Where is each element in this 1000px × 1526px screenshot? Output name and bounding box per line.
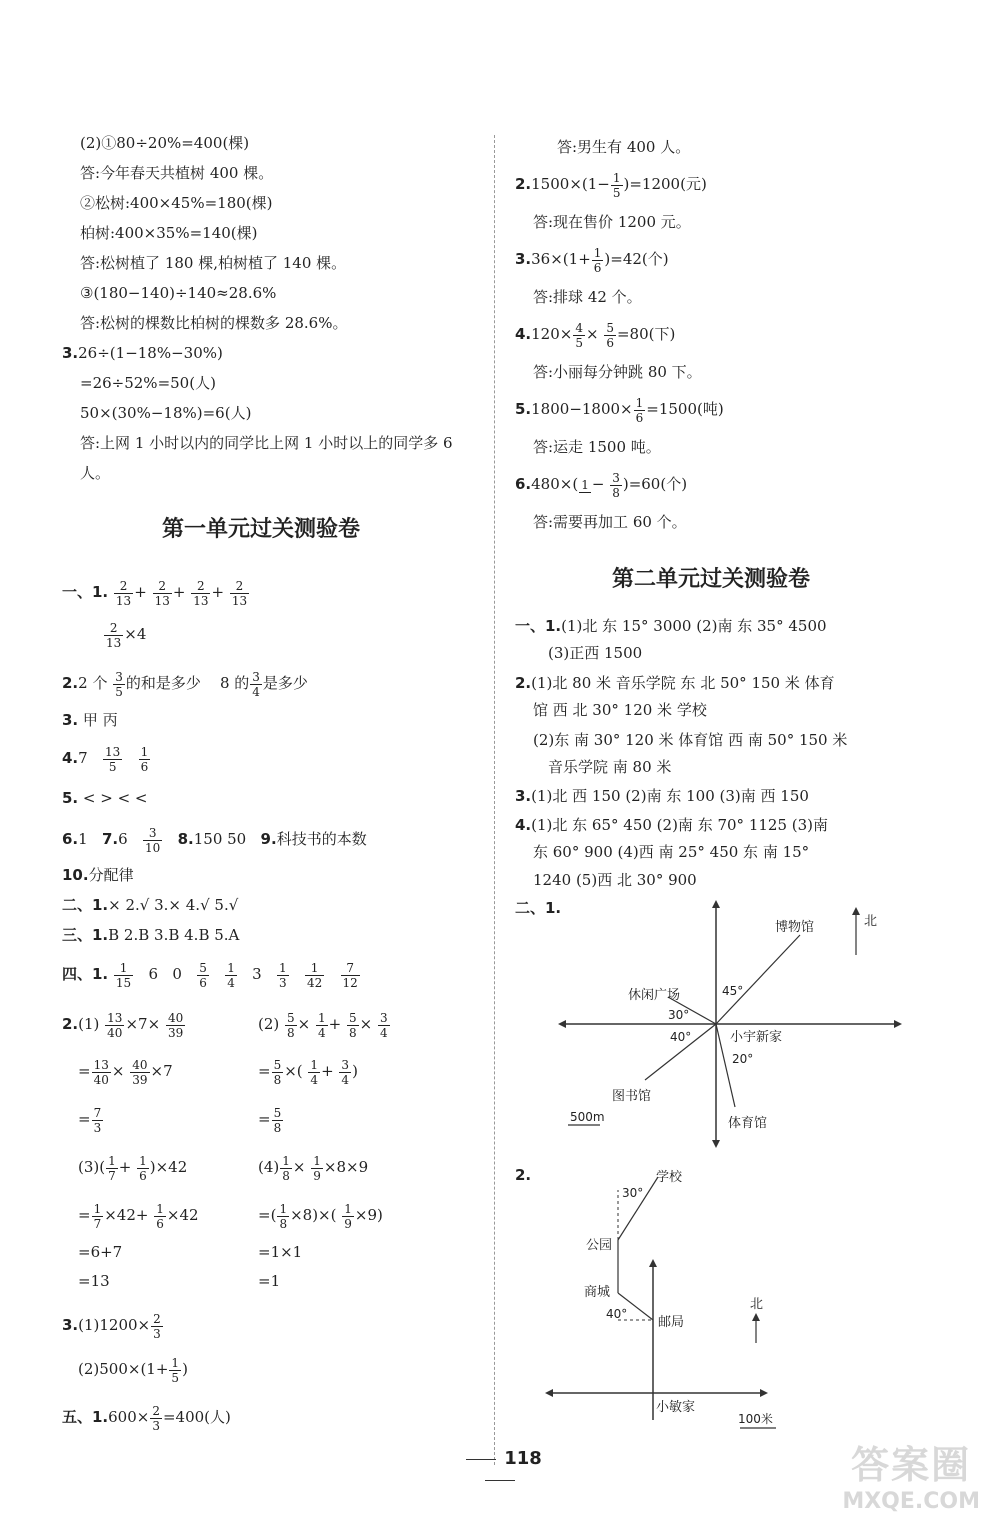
answer-line: 四、1. $\frac{1}{15}$ 6 0 $\frac{5}{6}$ $\frac{1}{4}$ 3 $\frac{1}{3}$ $\frac{1}{42}$ $\frac{7}{12}$	[62, 960, 358, 990]
gym-label: 体育馆	[728, 1116, 768, 1131]
watermark-logo: 答案圈 MXQE.COM	[842, 1443, 980, 1514]
text-line: 答:运走 1500 吨。	[533, 438, 661, 456]
text-line: 3.36×(1+ $\frac{1}{6}$ )=42(个)	[515, 245, 669, 275]
answer-line: = $\frac{5}{8}$ ×( $\frac{1}{4}$ + $\frac{3}{4}$ )	[258, 1057, 358, 1087]
answer-line: = $\frac{7}{3}$	[78, 1105, 102, 1135]
unit1-title: 第一单元过关测验卷	[162, 517, 361, 542]
answer-line: 1240 (5)西 北 30° 900	[533, 871, 697, 889]
answer-line: = $\frac{5}{8}$	[258, 1105, 282, 1135]
text-line: 答:男生有 400 人。	[557, 138, 691, 156]
text-line: 4.120× $\frac{4}{5}$ × $\frac{5}{6}$ =80(下)	[515, 320, 676, 350]
text-line: 50×(30%−18%)=6(人)	[80, 404, 252, 422]
text-line: 3.26÷(1−18%−30%)	[62, 344, 223, 362]
post-office-label: 邮局	[658, 1315, 685, 1330]
page-number: 118	[440, 1448, 560, 1490]
answer-line: =6+7	[78, 1243, 123, 1261]
school-label: 学校	[656, 1170, 683, 1185]
park-label: 公园	[586, 1238, 613, 1253]
column-divider	[494, 135, 495, 1465]
answer-line: (2) $\frac{5}{8}$ × $\frac{1}{4}$ + $\frac{5}{8}$ × $\frac{3}{4}$	[258, 1010, 388, 1040]
text-line: 答:需要再加工 60 个。	[533, 513, 687, 531]
answer-line: (3)( $\frac{1}{7}$ + $\frac{1}{6}$ )×42	[78, 1153, 188, 1183]
text-line: (2)①80÷20%=400(棵)	[80, 134, 250, 152]
answer-line: (2)东 南 30° 120 米 体育馆 西 南 50° 150 米	[533, 731, 848, 749]
answer-line: 音乐学院 南 80 米	[548, 758, 672, 776]
answer-line: 2.(1)北 80 米 音乐学院 东 北 50° 150 米 体育	[515, 674, 835, 692]
mall-label: 商城	[584, 1285, 611, 1300]
answer-line: 2.(1) $\frac{13}{40}$ ×7× $\frac{40}{39}$	[62, 1010, 184, 1040]
text-line: 答:排球 42 个。	[533, 288, 642, 306]
answer-line: 3.(1)北 西 150 (2)南 东 100 (3)南 西 150	[515, 787, 809, 805]
answer-line: 5. < > < <	[62, 789, 148, 807]
scale-label: 100米	[738, 1412, 773, 1426]
answer-line: =( $\frac{1}{8}$ ×8)×( $\frac{1}{9}$ ×9)	[258, 1201, 383, 1231]
answer-line: = $\frac{1}{7}$ ×42+ $\frac{1}{6}$ ×42	[78, 1201, 199, 1231]
answer-line: (2)500×(1+ $\frac{1}{5}$ )	[78, 1355, 188, 1385]
text-line: 5.1800−1800× $\frac{1}{6}$ =1500(吨)	[515, 395, 724, 425]
home-label: 小宇新家	[730, 1030, 783, 1045]
answer-line: (4) $\frac{1}{8}$ × $\frac{1}{9}$ ×8×9	[258, 1153, 369, 1183]
answer-line: =1	[258, 1272, 281, 1290]
answer-line: =1×1	[258, 1243, 303, 1261]
answer-line: 10.分配律	[62, 866, 134, 884]
text-line: ②松树:400×45%=180(棵)	[80, 194, 273, 212]
text-line: 答:小丽每分钟跳 80 下。	[533, 363, 702, 381]
museum-label: 博物馆	[775, 920, 815, 935]
direction-map-2	[540, 1165, 800, 1440]
text-line: 2.1500×(1− $\frac{1}{5}$ )=1200(元)	[515, 170, 707, 200]
home-label: 小敏家	[656, 1400, 696, 1415]
answer-line: 6.1 7.6 $\frac{3}{10}$ 8.150 50 9.科技书的本数	[62, 825, 367, 855]
text-line: =26÷52%=50(人)	[80, 374, 216, 392]
library-label: 图书馆	[612, 1089, 652, 1104]
text-line: 答:松树的棵数比柏树的棵数多 28.6%。	[80, 314, 348, 332]
plaza-label: 休闲广场	[628, 988, 681, 1003]
north-label: 北	[864, 914, 878, 929]
angle-label: 40°	[606, 1307, 628, 1321]
answer-line: 3.(1)1200× $\frac{2}{3}$	[62, 1311, 161, 1341]
answer-line: 五、1.600× $\frac{2}{3}$ =400(人)	[62, 1403, 231, 1433]
angle-label: 30°	[622, 1186, 644, 1200]
text-line: 答:松树植了 180 棵,柏树植了 140 棵。	[80, 254, 347, 272]
answer-line: 4.7 $\frac{13}{5}$ $\frac{1}{6}$	[62, 744, 149, 774]
scale-label: 500m	[570, 1110, 605, 1124]
angle-label: 30°	[668, 1008, 690, 1022]
answer-line: $\frac{2}{13}$ ×4	[106, 620, 147, 650]
angle-label: 40°	[670, 1030, 692, 1044]
text-line: 6.480×( 1 − $\frac{3}{8}$ )=60(个)	[515, 470, 688, 500]
text-line: 柏树:400×35%=140(棵)	[80, 224, 258, 242]
text-line: 人。	[80, 464, 111, 482]
answer-line: 三、1.B 2.B 3.B 4.B 5.A	[62, 926, 240, 944]
answer-line: 2.	[515, 1166, 532, 1184]
angle-label: 20°	[732, 1052, 754, 1066]
text-line: ③(180−140)÷140≈28.6%	[80, 284, 277, 302]
text-line: 答:现在售价 1200 元。	[533, 213, 691, 231]
answer-line: 二、1.	[515, 899, 562, 917]
answer-line: 二、1.× 2.√ 3.× 4.√ 5.√	[62, 896, 239, 914]
answer-line: 一、1.(1)北 东 15° 3000 (2)南 东 35° 4500	[515, 617, 827, 635]
answer-line: 2.2 个 $\frac{3}{5}$ 的和是多少 8 的 $\frac{3}{4}$ 是多少	[62, 669, 308, 699]
unit2-title: 第二单元过关测验卷	[612, 567, 811, 592]
answer-line: 东 60° 900 (4)西 南 25° 450 东 南 15°	[533, 843, 810, 861]
answer-line: (3)正西 1500	[548, 644, 643, 662]
text-line: 答:上网 1 小时以内的同学比上网 1 小时以上的同学多 6	[80, 434, 453, 452]
north-label: 北	[750, 1297, 764, 1312]
answer-line: 3. 甲 丙	[62, 711, 118, 729]
answer-line: = $\frac{13}{40}$ × $\frac{40}{39}$ ×7	[78, 1057, 173, 1087]
answer-line: 馆 西 北 30° 120 米 学校	[533, 701, 707, 719]
angle-label: 45°	[722, 984, 744, 998]
answer-line: 一、1. $\frac{2}{13}$ + $\frac{2}{13}$ + $\frac{2}{13}$ + $\frac{2}{13}$	[62, 578, 248, 608]
answer-line: =13	[78, 1272, 110, 1290]
text-line: 答:今年春天共植树 400 棵。	[80, 164, 274, 182]
direction-map-1	[550, 895, 910, 1155]
answer-line: 4.(1)北 东 65° 450 (2)南 东 70° 1125 (3)南	[515, 816, 829, 834]
